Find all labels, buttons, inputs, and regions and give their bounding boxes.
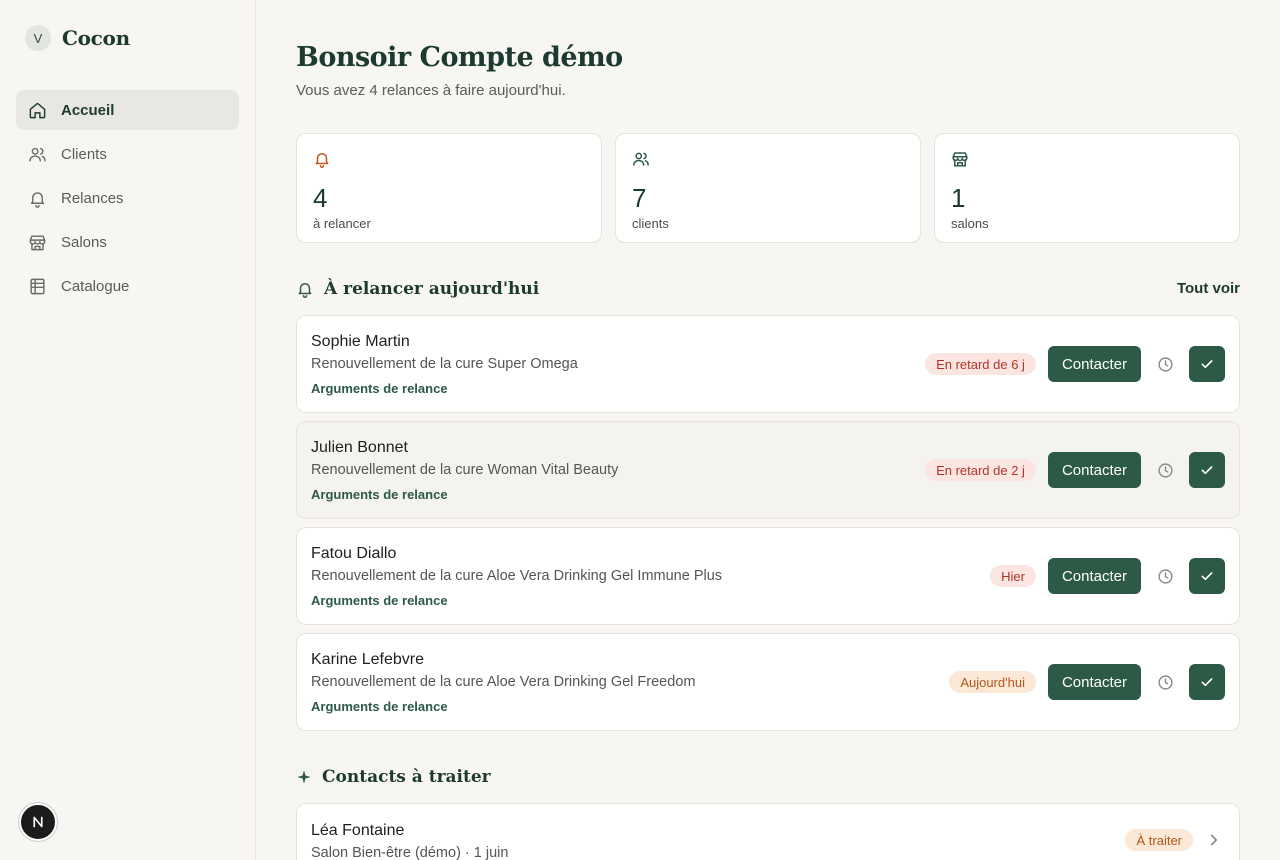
status-badge: En retard de 6 j [925,353,1036,375]
chevron-right-icon [1205,831,1223,849]
clock-icon [1157,356,1174,373]
contact-card[interactable] [296,803,1240,860]
section-title-label: À relancer aujourd'hui [324,279,540,299]
home-icon [28,101,47,120]
contact-button[interactable]: Contacter [1048,346,1141,382]
snooze-button[interactable] [1153,564,1177,588]
clock-icon [1157,462,1174,479]
nav-item-salons[interactable] [16,222,239,262]
mark-done-button[interactable] [1189,664,1225,700]
stat-value: 4 [313,183,328,213]
arguments-link[interactable]: Arguments de relance [311,487,448,502]
nav-label: Relances [61,189,124,207]
page-title: Bonsoir Compte démo [296,42,623,73]
client-name: Sophie Martin [311,333,410,350]
clock-icon [1157,568,1174,585]
check-icon [1199,356,1215,372]
status-badge: Hier [990,565,1036,587]
nav-label: Clients [61,145,107,163]
users-icon [632,150,650,168]
check-icon [1199,462,1215,478]
followups-section-title [296,279,539,299]
client-name: Julien Bonnet [311,439,408,456]
status-badge: En retard de 2 j [925,459,1036,481]
client-name: Karine Lefebvre [311,651,424,668]
client-name: Fatou Diallo [311,545,397,562]
snooze-button[interactable] [1153,352,1177,376]
snooze-button[interactable] [1153,670,1177,694]
bell-icon [313,150,331,168]
brand[interactable] [25,25,130,51]
sparkle-icon [296,769,312,785]
bell-icon [296,280,314,298]
section-title-label: Contacts à traiter [322,767,491,787]
stat-card-relances[interactable] [296,133,602,243]
nav-item-relances[interactable] [16,178,239,218]
store-icon [28,233,47,252]
followup-description: Renouvellement de la cure Aloe Vera Drinking Gel Freedom [311,674,696,690]
users-icon [28,145,47,164]
store-icon [951,150,969,168]
contact-button[interactable]: Contacter [1048,452,1141,488]
page-subtitle: Vous avez 4 relances à faire aujourd'hui. [296,82,566,99]
status-badge: À traiter [1125,829,1193,851]
bell-icon [28,189,47,208]
brand-name: Cocon [62,26,130,50]
nav-item-catalogue[interactable] [16,266,239,306]
followup-card[interactable] [296,633,1240,731]
arguments-link[interactable]: Arguments de relance [311,699,448,714]
clock-icon [1157,674,1174,691]
stat-card-salons[interactable] [934,133,1240,243]
check-icon [1199,568,1215,584]
n-logo-icon [29,813,47,831]
followup-card[interactable] [296,315,1240,413]
stat-card-clients[interactable] [615,133,921,243]
workspace-avatar[interactable]: V [25,25,51,51]
followup-description: Renouvellement de la cure Aloe Vera Drinking Gel Immune Plus [311,568,723,584]
followup-card[interactable] [296,527,1240,625]
nav-item-accueil[interactable] [16,90,239,130]
stat-value: 1 [951,183,966,213]
check-icon [1199,674,1215,690]
stat-value: 7 [632,183,647,213]
contact-button[interactable]: Contacter [1048,664,1141,700]
arguments-link[interactable]: Arguments de relance [311,593,448,608]
book-icon [28,277,47,296]
sidebar [0,0,256,860]
main-nav [16,90,239,310]
mark-done-button[interactable] [1189,346,1225,382]
stat-label: salons [951,216,989,231]
followup-description: Renouvellement de la cure Woman Vital Beauty [311,462,619,478]
contact-meta: Salon Bien-être (démo) · 1 juin [311,845,509,860]
nav-label: Catalogue [61,277,130,295]
contacts-section-title [296,767,491,787]
followup-description: Renouvellement de la cure Super Omega [311,356,578,372]
snooze-button[interactable] [1153,458,1177,482]
mark-done-button[interactable] [1189,452,1225,488]
nav-label: Salons [61,233,107,251]
mark-done-button[interactable] [1189,558,1225,594]
stats-row [296,133,1240,243]
contact-name: Léa Fontaine [311,822,405,839]
contact-button[interactable]: Contacter [1048,558,1141,594]
arguments-link[interactable]: Arguments de relance [311,381,448,396]
user-avatar[interactable] [19,803,57,841]
see-all-link[interactable]: Tout voir [1176,280,1240,297]
stat-label: clients [632,216,669,231]
nav-item-clients[interactable] [16,134,239,174]
nav-label: Accueil [61,101,115,119]
followup-card[interactable] [296,421,1240,519]
status-badge: Aujourd'hui [949,671,1036,693]
stat-label: à relancer [313,216,371,231]
